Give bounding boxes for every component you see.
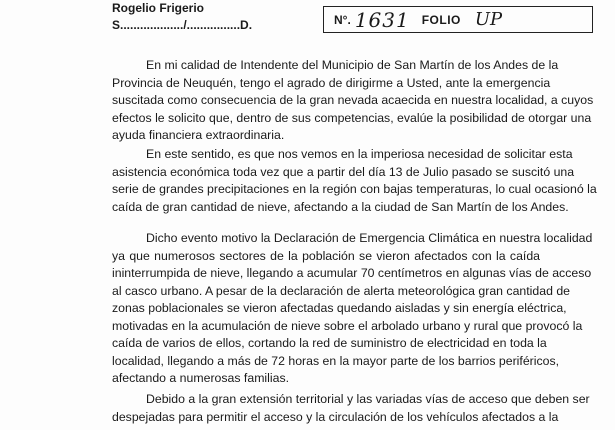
stamp-number-handwritten: 1631 xyxy=(354,7,410,32)
text-line: efectos le solicito que, dentro de sus competencias, evalúe la posibilidad de otorgar una xyxy=(112,110,592,125)
recipient-block xyxy=(112,0,252,34)
text-line: al casco urbano. A pesar de la declaración de alerta meteorológica gran cantidad de xyxy=(112,283,571,298)
folio-stamp xyxy=(323,6,593,33)
text-line: suscitada como consecuencia de la gran nevada acaecida en nuestra localidad, a cuyos xyxy=(112,93,594,107)
text-line: En mi calidad de Intendente del Municipio de San Martín de los Andes de la xyxy=(146,58,559,72)
text-line: En este sentido, es que nos vemos en la imperiosa necesidad de solicitar esta xyxy=(146,147,573,161)
recipient-name: Rogelio Frigerio xyxy=(112,1,205,15)
stamp-folio-label: FOLIO xyxy=(421,12,461,27)
text-line: despejadas para permitir el acceso y la circulación de los vehículos afectados a la xyxy=(112,409,559,424)
text-line: Provincia de Neuquén, tengo el agrado de dirigirme a Usted, ante la emergencia xyxy=(112,75,551,90)
stamp-number-label: N°. xyxy=(334,12,351,27)
text-line: afectando a numerosas familias. xyxy=(112,371,290,385)
text-line: motivadas en la acumulación de nieve sobre el arbolado urbano y rural que provocó la xyxy=(112,318,583,333)
text-line: asistencia económica toda vez que a partir del día 13 de Julio pasado se suscitó una xyxy=(112,164,575,179)
paragraph-1 xyxy=(112,57,594,145)
text-line: ininterrumpida de nieve, llegando a acumular 70 centímetros en algunas vías de acceso xyxy=(112,266,592,280)
text-line: ya que numerosos sectores de la población se vieron afectados con la caída xyxy=(112,248,540,263)
text-line: caída de varios de ellos, cortando la red de suministro de electricidad en toda la xyxy=(112,336,547,350)
text-line: Debido a la gran extensión territorial y las variadas vías de acceso que deben ser xyxy=(146,392,590,406)
paragraph-3 xyxy=(112,230,593,388)
paragraph-4 xyxy=(112,391,590,426)
text-line: Dicho evento motivo la Declaración de Emergencia Climática en nuestra localidad xyxy=(146,231,593,245)
text-line: serie de grandes precipitaciones en la región con bajas temperaturas, lo cual ocasionó la xyxy=(112,182,597,196)
text-line: localidad, llegando a más de 72 horas en la mayor parte de los barrios periféricos, xyxy=(112,353,560,368)
text-line: zonas poblacionales se vieron afectadas quedando aisladas y sin energía eléctrica, xyxy=(112,301,567,315)
text-line: caída de gran cantidad de nieve, afectando a la ciudad de San Martín de los Andes. xyxy=(112,199,569,214)
text-line: ayuda financiera extraordinaria. xyxy=(112,128,285,142)
recipient-salutation: S.................../................D. xyxy=(112,18,253,32)
stamp-folio-handwritten: UP xyxy=(474,9,503,30)
paragraph-2 xyxy=(112,146,597,216)
